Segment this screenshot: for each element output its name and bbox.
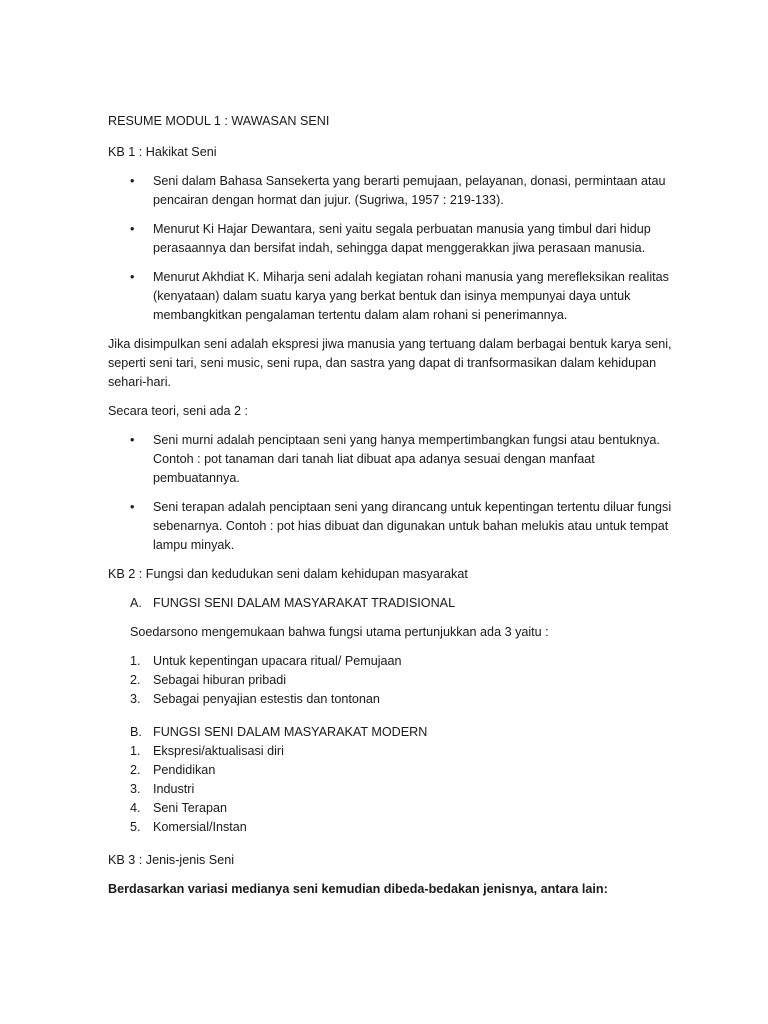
- list-item-text: Menurut Akhdiat K. Miharja seni adalah kegiatan rohani manusia yang merefleksikan realitas (kenyataan) dalam suatu karya yang berkat bentuk dan isinya mempunyai daya untuk membangkitkan pengalaman tertentu dalam alam rohani si penerimannya.: [153, 270, 669, 322]
- list-item: [108, 220, 678, 258]
- kb1-bullet-list: [108, 172, 678, 325]
- list-item-text: Pendidikan: [153, 763, 216, 777]
- list-item: [108, 268, 678, 325]
- kb2-heading: KB 2 : Fungsi dan kedudukan seni dalam kehidupan masyarakat: [108, 567, 468, 581]
- section-marker: B.: [130, 725, 142, 739]
- section-b-heading: [108, 723, 678, 742]
- list-item-text: Seni Terapan: [153, 801, 227, 815]
- kb3-heading: KB 3 : Jenis-jenis Seni: [108, 853, 234, 867]
- bullet-icon: •: [130, 433, 135, 447]
- list-number: 3.: [130, 782, 141, 796]
- list-number: 1.: [130, 744, 141, 758]
- list-number: 5.: [130, 820, 141, 834]
- list-item-text: Seni dalam Bahasa Sansekerta yang berarti pemujaan, pelayanan, donasi, permintaan atau pencairan dengan hormat dan jujur. (Sugriwa, 1957 : 219-133).: [153, 174, 666, 207]
- list-item-text: Komersial/Instan: [153, 820, 247, 834]
- list-item: [108, 799, 678, 818]
- bullet-icon: •: [130, 500, 135, 514]
- list-item-text: Seni terapan adalah penciptaan seni yang dirancang untuk kepentingan tertentu diluar fungsi sebenarnya. Contoh : pot hias dibuat dan digunakan untuk bahan melukis atau untuk tempat lampu minyak.: [153, 500, 672, 552]
- document-body: [108, 112, 678, 909]
- section-b-numbered-list: [108, 742, 678, 837]
- section-title: FUNGSI SENI DALAM MASYARAKAT TRADISIONAL: [153, 596, 456, 610]
- list-number: 1.: [130, 654, 141, 668]
- bullet-icon: •: [130, 222, 135, 236]
- list-item-text: Untuk kepentingan upacara ritual/ Pemujaan: [153, 654, 402, 668]
- section-a-heading: [108, 594, 678, 613]
- list-item: [108, 671, 678, 690]
- list-item: [108, 780, 678, 799]
- section-marker: A.: [130, 596, 142, 610]
- section-a-intro: Soedarsono mengemukaan bahwa fungsi utama pertunjukkan ada 3 yaitu :: [130, 625, 549, 639]
- list-item-text: Menurut Ki Hajar Dewantara, seni yaitu segala perbuatan manusia yang timbul dari hidup perasaannya dan bersifat indah, sehingga dapat menggerakkan jiwa perasaan manusia.: [153, 222, 651, 255]
- list-item-text: Sebagai hiburan pribadi: [153, 673, 287, 687]
- list-item-text: Seni murni adalah penciptaan seni yang hanya mempertimbangkan fungsi atau bentuknya. Contoh : pot tanaman dari tanah liat dibuat apa adanya sesuai dengan manfaat pembuatannya.: [153, 433, 660, 485]
- theory-bullet-list: [108, 431, 678, 555]
- kb3-intro: Berdasarkan variasi medianya seni kemudian dibeda-bedakan jenisnya, antara lain:: [108, 882, 608, 896]
- bullet-icon: •: [130, 270, 135, 284]
- list-item: [108, 818, 678, 837]
- kb1-heading: KB 1 : Hakikat Seni: [108, 145, 217, 159]
- list-item: [108, 498, 678, 555]
- document-title: RESUME MODUL 1 : WAWASAN SENI: [108, 114, 330, 128]
- list-number: 3.: [130, 692, 141, 706]
- list-number: 4.: [130, 801, 141, 815]
- theory-intro: Secara teori, seni ada 2 :: [108, 404, 249, 418]
- list-number: 2.: [130, 673, 141, 687]
- list-item: [108, 431, 678, 488]
- list-item: [108, 742, 678, 761]
- list-item-text: Sebagai penyajian estestis dan tontonan: [153, 692, 380, 706]
- bullet-icon: •: [130, 174, 135, 188]
- list-item: [108, 652, 678, 671]
- kb1-conclusion: Jika disimpulkan seni adalah ekspresi jiwa manusia yang tertuang dalam berbagai bentuk karya seni, seperti seni tari, seni music, seni rupa, dan sastra yang dapat di tranfsormasikan dalam kehidupan sehari-hari.: [108, 337, 672, 389]
- list-item-text: Industri: [153, 782, 195, 796]
- list-item-text: Ekspresi/aktualisasi diri: [153, 744, 284, 758]
- list-item: [108, 690, 678, 709]
- list-number: 2.: [130, 763, 141, 777]
- list-item: [108, 761, 678, 780]
- list-item: [108, 172, 678, 210]
- section-title: FUNGSI SENI DALAM MASYARAKAT MODERN: [153, 725, 428, 739]
- section-a-numbered-list: [108, 652, 678, 709]
